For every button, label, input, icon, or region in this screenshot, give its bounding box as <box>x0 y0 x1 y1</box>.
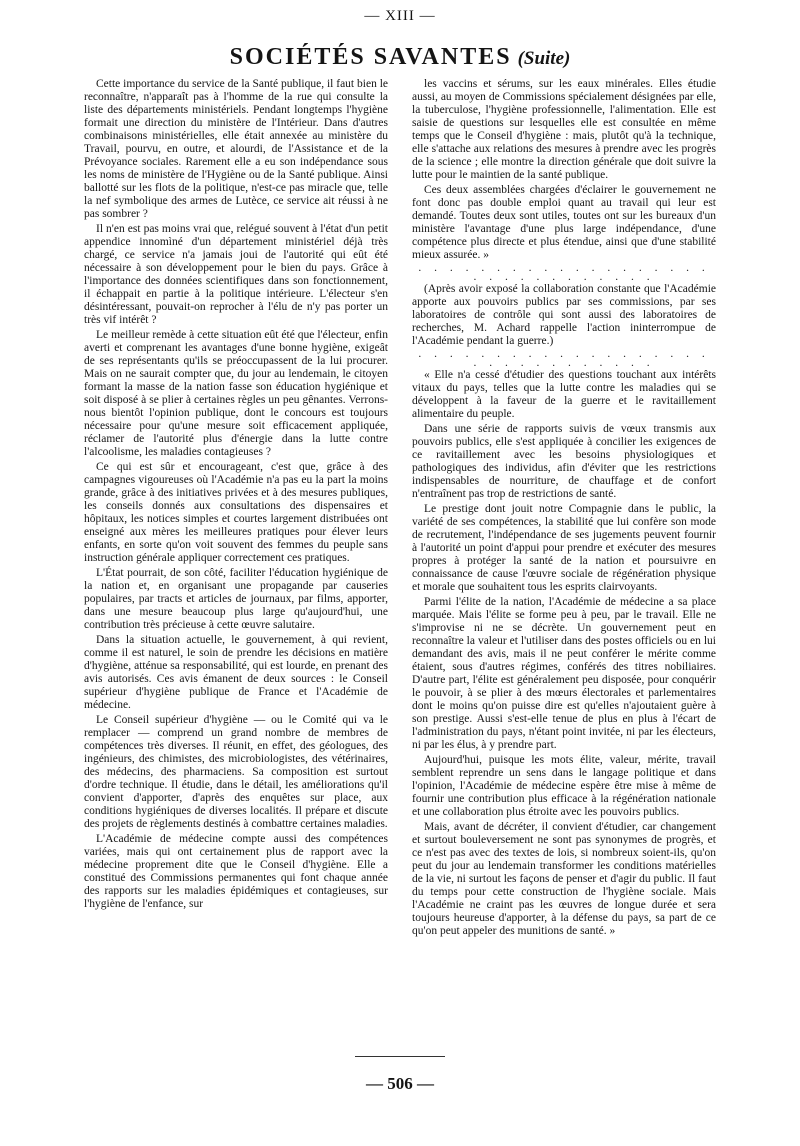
right-column <box>412 78 716 940</box>
paragraph: Le prestige dont jouit notre Compagnie dans le public, la variété de ses compétences, la stabilité que lui confère son mode de recrutement, l'indépendance de ses jugements peuvent fournir à l'autorité un point d'appui pour prendre et exécuter des mesures propres à protéger la santé de la nation et poursuivre en connaissance de cause l'œuvre sociale de régénération physique et morale que souhaitent tous les esprits clairvoyants. <box>412 503 716 593</box>
paragraph: L'État pourrait, de son côté, faciliter l'éducation hygiénique de la nation et, en organisant une propagande par causeries populaires, par tracts et articles de journaux, par films, apporter, dans une mesure beaucoup plus large qu'aujourd'hui, une contribution très précieuse à cette œuvre salutaire. <box>84 567 388 631</box>
ellipsis-separator: . . . . . . . . . . . . . . . . . . . . . . . . . . . . . . . <box>418 348 710 369</box>
paragraph: Il n'en est pas moins vrai que, relégué souvent à l'état d'un petit appendice innomìné d'un département ministériel déjà très chargé, ce service n'a jamais joui de l'autorité qui eût été nécessaire à son développement pour le bien du pays. Grâce à l'importance des données scientifiques dans son fonctionnement, il échappait en partie à la politique intérieure. L'électeur s'en désintéressant, pouvait-on reprocher à l'élu de n'y pas porter un très vif intérêt ? <box>84 223 388 326</box>
paragraph: les vaccins et sérums, sur les eaux minérales. Elles étudie aussi, au moyen de Commissions spécialement désignées par elle, la tuberculose, l'hygiène professionnelle, l'alimentation. Elle est saisie de questions sur lesquelles elle est consultée en même temps que le Conseil d'hygiène : mais, plutôt qu'à la technique, elle s'attache aux relations des mesures à prendre avec les progrès de la science ; elle montre la direction générale que doit suivre la lutte pour le maintien de la santé publique. <box>412 78 716 181</box>
page-folio: — XIII — <box>364 8 436 24</box>
paragraph: Ce qui est sûr et encourageant, c'est que, grâce à des campagnes vigoureuses où l'Académie n'a pas eu la part la moins grande, grâce à des initiatives privées et à des mesures publiques, les conseils donnés aux consultations des dispensaires et hôpitaux, les notices simples et courtes largement distribuées ont enseigné aux mères les meilleures pratiques pour élever leurs enfants, en sorte qu'on voit souvent des femmes du peuple sans instruction générale appliquer correctement ces pratiques. <box>84 461 388 564</box>
paragraph: Le Conseil supérieur d'hygiène — ou le Comité qui va le remplacer — comprend un grand nombre de membres de compétences très diverses. Il réunit, en effet, des géologues, des ingénieurs, des chimistes, des microbiologistes, des vétérinaires, des médecins, des pharmaciens. Sa composition est surtout d'ordre technique. Il étudie, dans le détail, les améliorations qu'il convient d'apporter, d'après des enquêtes sur place, aux conditions hygiéniques de diverses localités. Il prépare et discute des projets de règlements destinés à combattre certaines maladies. <box>84 714 388 830</box>
section-heading <box>0 44 800 71</box>
paragraph: Parmi l'élite de la nation, l'Académie de médecine a sa place marquée. Mais l'élite se forme peu à peu, par le travail. Elle ne s'improvise ni ne se décrète. Un gouvernement peut en reconnaître la valeur et l'utiliser dans des postes officiels ou en lui demandant des avis, mais il ne peut conférer le mérite comme étaient, sous d'autres régimes, conférés des titres nobiliaires. D'autre part, l'élite est généralement peu disposée, pour conquérir le pouvoir, à se plier à des mœurs électorales et parlementaires dont le moins qu'on puisse dire est qu'elles n'ajoutaient guère à son prestige. Aussi s'est-elle tenue de plus en plus à l'écart de l'administration du pays, n'étant point invitée, ni par les électeurs, ni par les élus, à y prendre part. <box>412 596 716 751</box>
section-suite-label: (Suite) <box>517 48 571 69</box>
page-number: — 506 — <box>366 1074 434 1093</box>
paragraph: L'Académie de médecine compte aussi des compétences variées, mais qui ont certainement plus de rapport avec la médecine proprement dite que le Conseil d'hygiène. Elle a constitué des Commissions permanentes qui font chaque année des rapports sur les maladies épidémiques et contagieuses, sur l'hygiène de l'enfance, sur <box>84 833 388 910</box>
paragraph: « Elle n'a cessé d'étudier des questions touchant aux intérêts vitaux du pays, telles que la lutte contre les maladies qui se développent à la faveur de la guerre et le ravitaillement alimentaire du peuple. <box>412 369 716 420</box>
left-column <box>84 78 388 913</box>
section-title: SOCIÉTÉS SAVANTES <box>229 44 512 70</box>
editorial-aside: (Après avoir exposé la collaboration constante que l'Académie apporte aux pouvoirs publics par ses commissions, par ses laboratoires de contrôle qui sont aussi des laboratoires de recherches, M. Achard rappelle l'action ininterrompue de l'Académie pendant la guerre.) <box>412 283 716 347</box>
paragraph: Dans la situation actuelle, le gouvernement, à qui revient, comme il est naturel, le soin de prendre les décisions en matière d'hygiène, atténue sa responsabilité, qui est lourde, en prenant des avis autorisés. Ces avis émanent de deux sources : le Conseil supérieur d'hygiène publique de France et l'Académie de médecine. <box>84 634 388 711</box>
ellipsis-separator: . . . . . . . . . . . . . . . . . . . . . . . . . . . . . . . <box>418 262 710 283</box>
paragraph: Le meilleur remède à cette situation eût été que l'électeur, enfin averti et comprenant les avantages d'une bonne hygiène, exigeât de ses représentants qu'ils se préoccupassent de la lui procurer. Mais on ne saurait compter que, du jour au lendemain, le citoyen formant la masse de la nation fasse son éducation hygiénique et soit disposé à se plier à certaines règles un peu gênantes. Verrons-nous bientôt l'opinion publique, dont le concours est toujours nécessaire pour qu'une mesure soit efficacement appliquée, réclamer de l'autorité plus d'énergie dans la lutte contre l'alcoolisme, les maladies contagieuses ? <box>84 329 388 458</box>
paragraph: Ces deux assemblées chargées d'éclairer le gouvernement ne font donc pas double emploi quant au travail qui leur est demandé. Toutes deux sont utiles, toutes ont sur les bureaux d'un ministère l'avantage d'une plus large indépendance, d'une compétence plus directe et plus étendue, ainsi que d'une stabilité mieux assurée. » <box>412 184 716 261</box>
paragraph: Aujourd'hui, puisque les mots élite, valeur, mérite, travail semblent reprendre un sens dans le langage politique et dans l'opinion, l'Académie de médecine espère être mise à même de fournir une contribution plus efficace à la régénération nationale et une collaboration plus étroite avec les pouvoirs publics. <box>412 754 716 818</box>
paragraph: Dans une série de rapports suivis de vœux transmis aux pouvoirs publics, elle s'est appliquée à concilier les exigences de ce ravitaillement avec les besoins physiologiques et pathologiques des individus, afin d'éviter que les restrictions indispensables de nourriture, de chauffage et de confort n'entraînent pas trop de restrictions de santé. <box>412 423 716 500</box>
paragraph: Cette importance du service de la Santé publique, il faut bien le reconnaître, n'apparaît pas à l'homme de la rue qui consulte la liste des départements ministériels. Pendant longtemps l'hygiène formait une direction du ministère de l'Intérieur. Dans d'autres combinaisons ministérielles, elle était annexée au ministère du Travail, pourvu, en outre, et alourdi, de l'Assistance et de la Prévoyance sociales. Rarement elle a eu son indépendance sous les noms de ministère de l'Hygiène ou de la Santé publique. Ainsi ballotté sur les flots de la politique, n'est-ce pas miracle que, telle la nef symbolique des armes de Lutèce, ce service ait réussi à ne pas sombrer ? <box>84 78 388 220</box>
footer-rule <box>355 1056 445 1057</box>
paragraph: Mais, avant de décréter, il convient d'étudier, car changement et surtout bouleversement ne sont pas synonymes de progrès, et ce n'est pas avec des textes de lois, si nombreux soient-ils, qu'on peut du jour au lendemain transformer les conditions matérielles de la vie, ni surtout les façons de penser et d'agir du public. Il faut du temps pour cette construction de l'hygiène sociale. Mais l'Académie ne craint pas les œuvres de longue durée et sera toujours heureuse d'apporter, à la défense du pays, sa part de ce qu'on peut appeler des munitions de santé. » <box>412 821 716 937</box>
